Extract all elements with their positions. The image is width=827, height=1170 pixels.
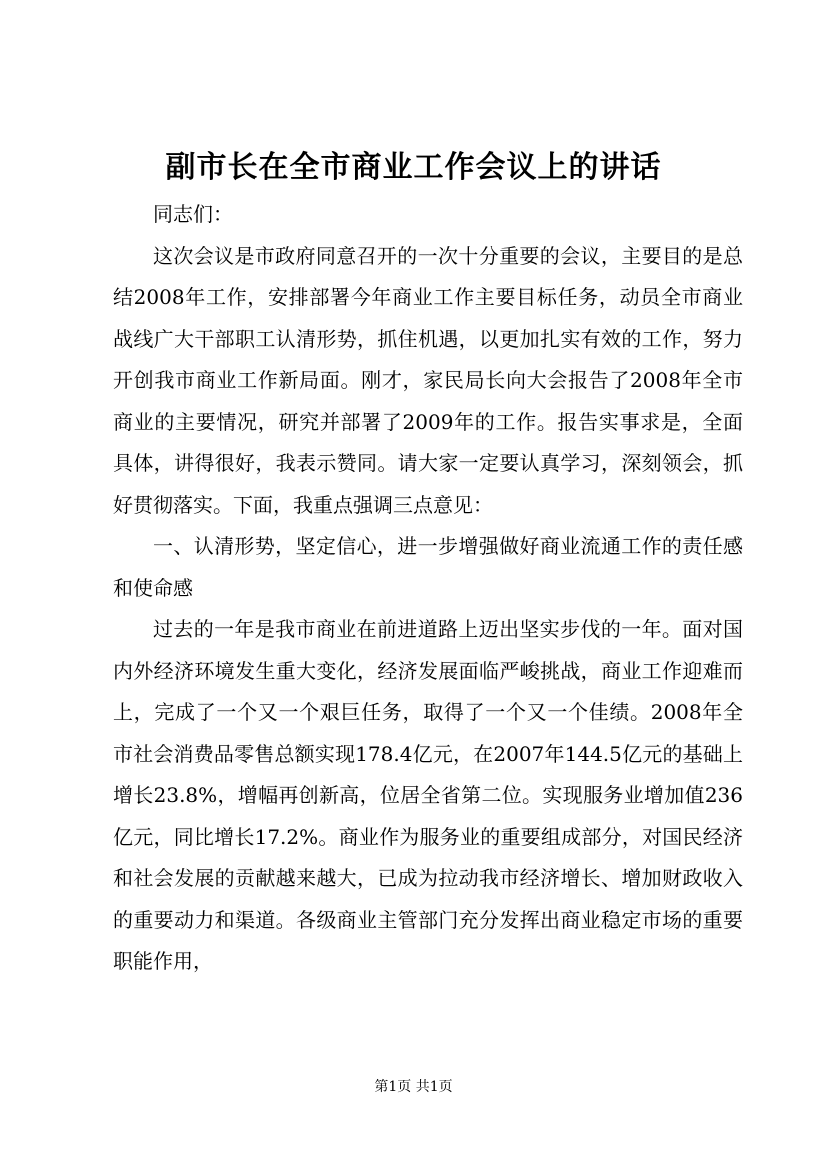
salutation-paragraph: 同志们： bbox=[153, 202, 233, 226]
section-heading: 一、认清形势，坚定信心，进一步增强做好商业流通工作的责任感和使命感 bbox=[113, 534, 743, 600]
body-paragraph: 过去的一年是我市商业在前进道路上迈出坚实步伐的一年。面对国内外经济环境发生重大变化，经济发展面临严峻挑战，商业工作迎难而上，完成了一个又一个艰巨任务，取得了一个又一个佳绩。2008年全市社会消费品零售总额实现178.4亿元，在2007年144.5亿元的基础上增长23.8%，增幅再创新高，位居全省第二位。实现服务业增加值236亿元，同比增长17.2%。商业作为服务业的重要组成部分，对国民经济和社会发展的贡献越来越大，已成为拉动我市经济增长、增加财政收入的重要动力和渠道。各级商业主管部门充分发挥出商业稳定市场的重要职能作用， bbox=[113, 617, 743, 973]
page-footer: 第1页 共1页 bbox=[374, 1079, 453, 1095]
document-title: 副市长在全市商业工作会议上的讲话 bbox=[165, 150, 662, 185]
body-paragraph: 这次会议是市政府同意召开的一次十分重要的会议，主要目的是总结2008年工作，安排部署今年商业工作主要目标任务，动员全市商业战线广大干部职工认清形势，抓住机遇，以更加扎实有效的工作，努力开创我市商业工作新局面。刚才，家民局长向大会报告了2008年全市商业的主要情况，研究并部署了2009年的工作。报告实事求是，全面具体，讲得很好，我表示赞同。请大家一定要认真学习，深刻领会，抓好贯彻落实。下面，我重点强调三点意见： bbox=[113, 243, 743, 517]
document-body bbox=[113, 194, 743, 983]
